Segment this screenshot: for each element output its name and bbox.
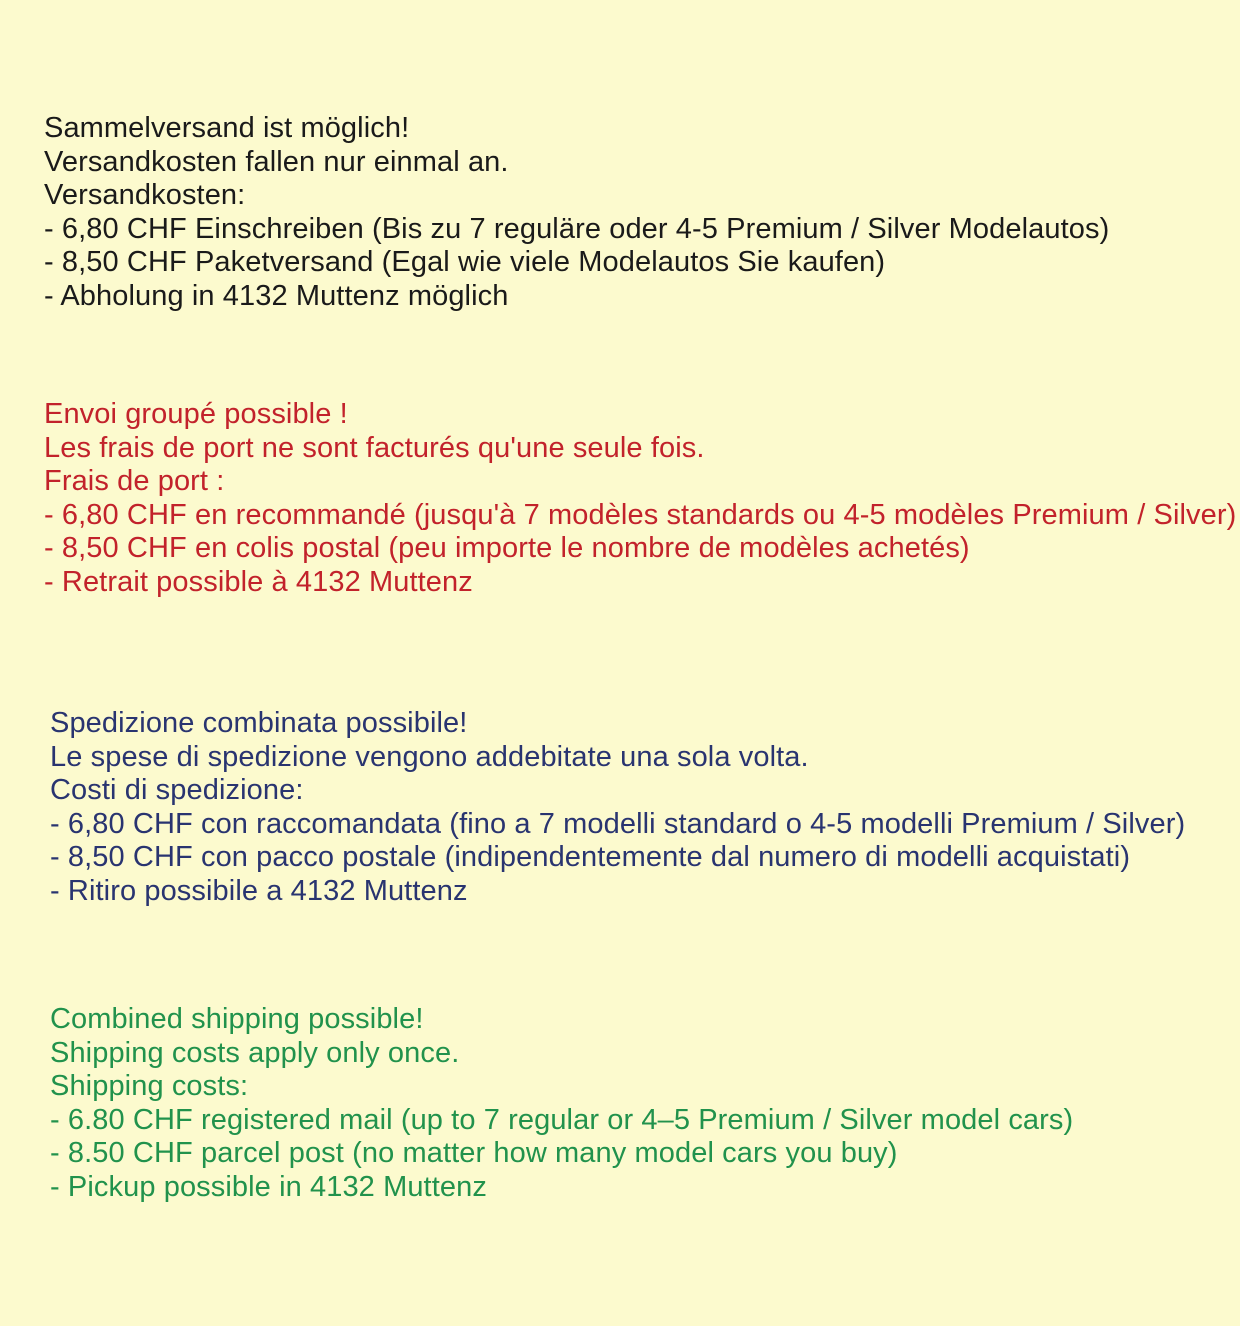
shipping-line: Le spese di spedizione vengono addebitate una sola volta. (50, 740, 809, 773)
shipping-line: Shipping costs: (50, 1070, 249, 1102)
shipping-info-english (44, 1003, 1210, 1204)
shipping-info-german (44, 112, 1210, 313)
shipping-line: Costi di spedizione: (50, 774, 304, 806)
shipping-line: - 6,80 CHF Einschreiben (Bis zu 7 reguläre oder 4-5 Premium / Silver Modelautos) (44, 212, 1110, 245)
shipping-line: - Ritiro possibile a 4132 Muttenz (50, 874, 468, 907)
shipping-line: - Pickup possible in 4132 Muttenz (50, 1170, 487, 1203)
shipping-line: Sammelversand ist möglich! (44, 112, 410, 144)
shipping-line: - 8,50 CHF en colis postal (peu importe le nombre de modèles achetés) (44, 532, 970, 564)
shipping-line: - 8.50 CHF parcel post (no matter how many model cars you buy) (50, 1137, 898, 1169)
shipping-line: - 8,50 CHF Paketversand (Egal wie viele Modelautos Sie kaufen) (44, 246, 886, 278)
shipping-line: Versandkosten: (44, 179, 246, 211)
shipping-line: - 8,50 CHF con pacco postale (indipendentemente dal numero di modelli acquistati) (50, 841, 1131, 873)
shipping-line: Versandkosten fallen nur einmal an. (44, 145, 509, 178)
shipping-line: - 6.80 CHF registered mail (up to 7 regular or 4–5 Premium / Silver model cars) (50, 1103, 1074, 1136)
shipping-line: - Retrait possible à 4132 Muttenz (44, 565, 473, 598)
shipping-line: - Abholung in 4132 Muttenz möglich (44, 279, 509, 312)
shipping-info-italian (44, 707, 1210, 908)
shipping-line: - 6,80 CHF con raccomandata (fino a 7 modelli standard o 4-5 modelli Premium / Silver) (50, 807, 1186, 840)
shipping-line: Combined shipping possible! (50, 1003, 424, 1035)
shipping-line: Shipping costs apply only once. (50, 1036, 460, 1069)
shipping-line: Spedizione combinata possibile! (50, 707, 468, 739)
shipping-line: Les frais de port ne sont facturés qu'une seule fois. (44, 431, 705, 464)
shipping-info-french (44, 398, 1237, 599)
shipping-line: - 6,80 CHF en recommandé (jusqu'à 7 modèles standards ou 4-5 modèles Premium / Silver) (44, 498, 1237, 531)
shipping-line: Envoi groupé possible ! (44, 398, 348, 430)
shipping-line: Frais de port : (44, 465, 225, 497)
